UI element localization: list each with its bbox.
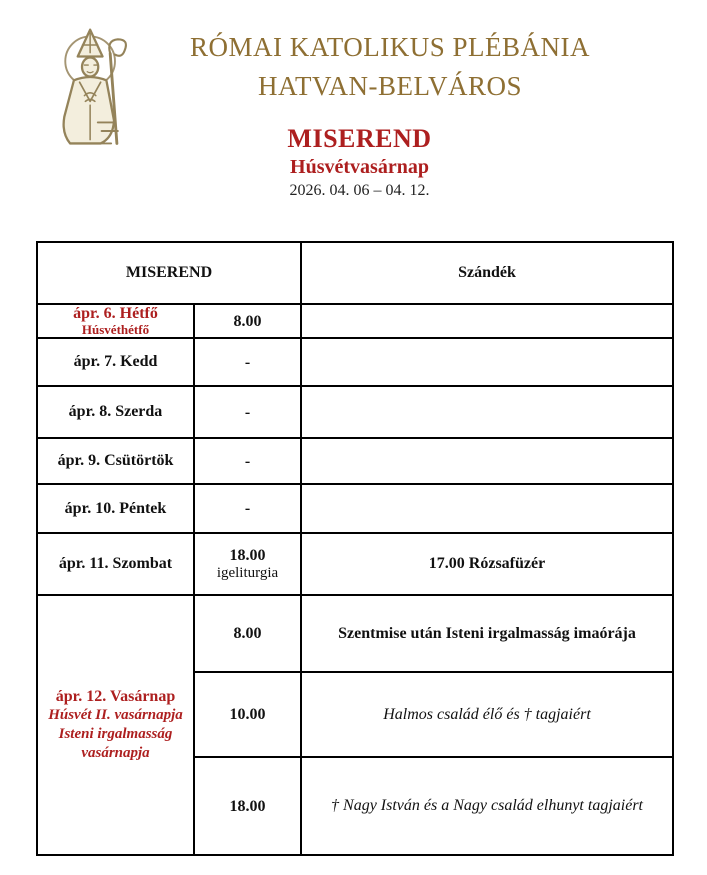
time-cell: - [194,438,301,484]
intention-cell [301,386,673,438]
table-row-wednesday [37,386,673,438]
day-label: ápr. 12. Vasárnap [55,688,176,705]
occasion-label: Húsvétvasárnap [290,156,429,178]
table-header-row [37,242,673,304]
intention-cell [301,438,673,484]
intention-cell: Szentmise után Isteni irgalmasság imaórája [301,595,673,672]
parish-title [80,28,700,106]
day-cell [37,304,194,338]
table-row-friday [37,484,673,533]
feast-line-1: Húsvét II. vasárnapja [48,707,183,723]
time-cell: 10.00 [194,672,301,757]
liturgy-note: igeliturgia [216,565,279,581]
schedule-heading [6,124,707,202]
parish-title-line1: RÓMAI KATOLIKUS PLÉBÁNIA [189,32,590,62]
column-header-miserend: MISEREND [37,242,301,304]
intention-cell [301,484,673,533]
time-cell: - [194,338,301,386]
intention-cell: 17.00 Rózsafüzér [301,533,673,595]
column-header-szandek: Szándék [301,242,673,304]
time-cell: 8.00 [194,304,301,338]
day-label: ápr. 6. Hétfő [73,305,158,322]
day-cell: ápr. 11. Szombat [37,533,194,595]
table-row-saturday [37,533,673,595]
day-note: Húsvéthétfő [81,322,150,337]
day-cell: ápr. 7. Kedd [37,338,194,386]
day-cell: ápr. 9. Csütörtök [37,438,194,484]
mass-schedule-table [36,241,674,856]
time-cell: - [194,386,301,438]
table-row-sunday-0800 [37,595,673,672]
time-cell: 8.00 [194,595,301,672]
day-cell-sunday [37,595,194,855]
schedule-title: MISEREND [287,124,432,153]
time-cell: - [194,484,301,533]
intention-cell: Halmos család élő és † tagjaiért [301,672,673,757]
day-cell: ápr. 8. Szerda [37,386,194,438]
time-label: 18.00 [229,547,266,564]
time-cell: 18.00 [194,757,301,855]
table-row-tuesday [37,338,673,386]
intention-cell [301,338,673,386]
intention-cell [301,304,673,338]
day-cell: ápr. 10. Péntek [37,484,194,533]
parish-title-line2: HATVAN-BELVÁROS [257,71,523,101]
table-row-monday [37,304,673,338]
feast-line-2: Isteni irgalmasság [58,726,173,742]
date-range: 2026. 04. 06 – 04. 12. [289,182,430,199]
time-cell [194,533,301,595]
table-row-thursday [37,438,673,484]
intention-cell: † Nagy István és a Nagy család elhunyt tagjaiért [301,757,673,855]
feast-line-3: vasárnapja [81,745,150,761]
